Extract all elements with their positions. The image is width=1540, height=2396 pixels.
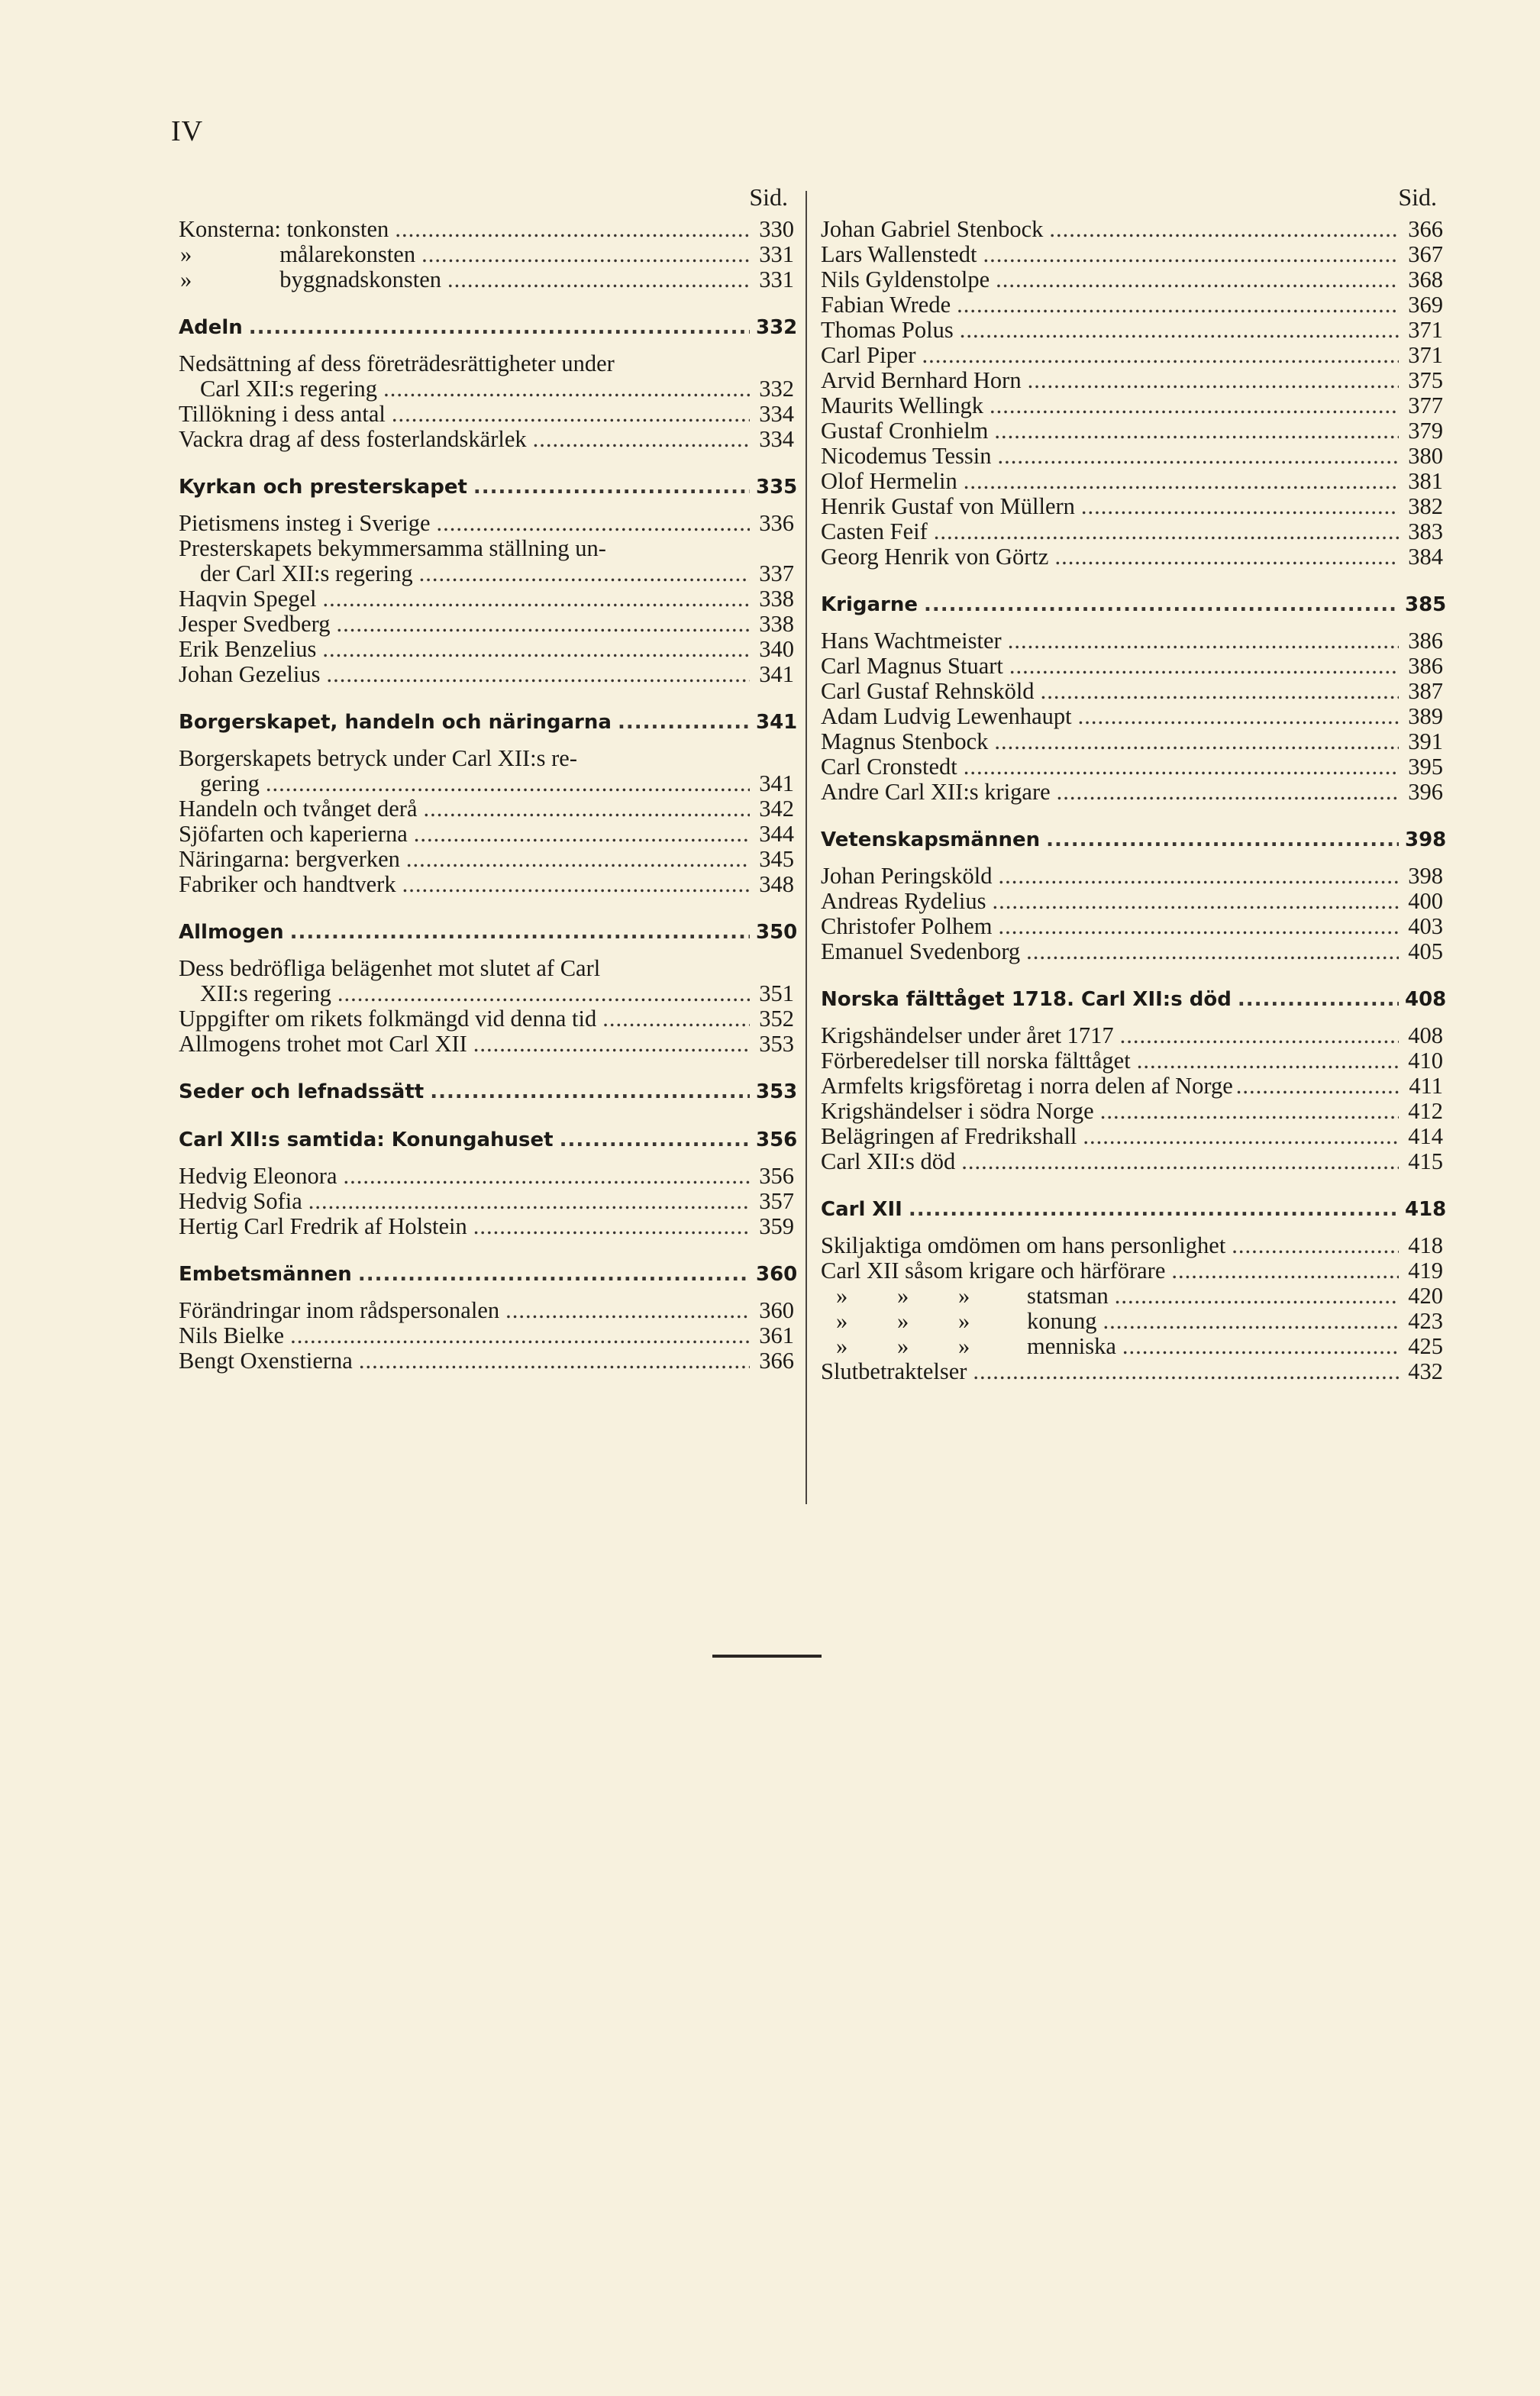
toc-entry[interactable]: Pietismens insteg i Sverige ..... 336 <box>179 511 794 536</box>
toc-entry[interactable]: Nils Gyldenstolpe ..... 368 <box>821 267 1443 292</box>
toc-entry[interactable]: Lars Wallenstedt ..... 367 <box>821 242 1443 267</box>
sid-header-left: Sid. <box>749 183 788 211</box>
toc-entry[interactable]: Konsterna: tonkonsten ..... 330 <box>179 217 794 242</box>
end-rule <box>712 1655 822 1658</box>
toc-entry[interactable]: Hedvig Sofia ..... 357 <box>179 1189 794 1214</box>
toc-entry[interactable]: Henrik Gustaf von Müllern ..... 382 <box>821 494 1443 519</box>
ditto-marks: » » » <box>836 1283 970 1309</box>
toc-entry[interactable]: Belägringen af Fredrikshall ..... 414 <box>821 1124 1443 1149</box>
toc-entry[interactable]: Andre Carl XII:s krigare ..... 396 <box>821 780 1443 805</box>
toc-entry-lead: Presterskapets bekymmersamma ställning un- <box>179 535 606 561</box>
ditto-mark: » <box>180 266 192 292</box>
toc-entry[interactable]: Slutbetraktelser ..... 432 <box>821 1359 1443 1384</box>
toc-entry[interactable]: Carl XII:s regering ..... 332 <box>179 376 794 402</box>
toc-entry[interactable]: Maurits Wellingk ..... 377 <box>821 393 1443 418</box>
toc-entry[interactable]: » målarekonsten ..... 331 <box>179 242 794 267</box>
section-heading[interactable]: Borgerskapet, handeln och näringarna ..... 341 <box>179 710 794 735</box>
toc-entry[interactable]: » » » konung ..... 423 <box>821 1309 1443 1334</box>
toc-entry[interactable]: Hertig Carl Fredrik af Holstein ..... 359 <box>179 1214 794 1239</box>
toc-entry[interactable]: Magnus Stenbock ..... 391 <box>821 729 1443 754</box>
toc-left-column <box>179 182 798 1374</box>
toc-entry[interactable]: Bengt Oxenstierna ..... 366 <box>179 1348 794 1374</box>
toc-entry[interactable]: Tillökning i dess antal ..... 334 <box>179 402 794 427</box>
toc-right-column <box>821 182 1447 1384</box>
toc-entry[interactable]: Carl Magnus Stuart ..... 386 <box>821 654 1443 679</box>
column-divider <box>806 191 807 1504</box>
section-heading[interactable]: Carl XII:s samtida: Konungahuset ..... 356 <box>179 1128 794 1153</box>
toc-entry[interactable]: Olof Hermelin ..... 381 <box>821 469 1443 494</box>
toc-entry[interactable]: Hedvig Eleonora ..... 356 <box>179 1164 794 1189</box>
toc-entry[interactable]: Carl Gustaf Rehnsköld ..... 387 <box>821 679 1443 704</box>
toc-entry[interactable]: Erik Benzelius ..... 340 <box>179 637 794 662</box>
section-heading[interactable]: Allmogen ..... 350 <box>179 920 794 945</box>
section-heading[interactable]: Krigarne ..... 385 <box>821 593 1443 618</box>
ditto-mark: » <box>180 241 192 267</box>
toc-entry[interactable]: Carl XII:s död ..... 415 <box>821 1149 1443 1174</box>
toc-entry[interactable]: » byggnadskonsten ..... 331 <box>179 267 794 292</box>
toc-entry[interactable]: Gustaf Cronhielm ..... 379 <box>821 418 1443 444</box>
toc-entry[interactable]: Emanuel Svedenborg ..... 405 <box>821 939 1443 964</box>
toc-entry[interactable]: Casten Feif ..... 383 <box>821 519 1443 544</box>
toc-entry[interactable]: Carl Piper ..... 371 <box>821 343 1443 368</box>
toc-entry[interactable]: Uppgifter om rikets folkmängd vid denna tid ..... 352 <box>179 1006 794 1032</box>
toc-entry[interactable]: Jesper Svedberg ..... 338 <box>179 612 794 637</box>
toc-entry[interactable]: Hans Wachtmeister ..... 386 <box>821 628 1443 654</box>
ditto-marks: » » » <box>836 1308 970 1334</box>
toc-entry[interactable]: Johan Peringsköld ..... 398 <box>821 864 1443 889</box>
section-heading[interactable]: Adeln ..... 332 <box>179 315 794 341</box>
toc-entry[interactable]: Fabian Wrede ..... 369 <box>821 292 1443 318</box>
toc-entry[interactable]: Fabriker och handtverk ..... 348 <box>179 872 794 897</box>
toc-entry[interactable]: Förberedelser till norska fälttåget ..... 410 <box>821 1048 1443 1074</box>
section-heading[interactable]: Kyrkan och presterskapet ..... 335 <box>179 475 794 500</box>
ditto-marks: » » » <box>836 1333 970 1359</box>
toc-entry[interactable]: Georg Henrik von Görtz ..... 384 <box>821 544 1443 570</box>
section-heading[interactable]: Carl XII ..... 418 <box>821 1197 1443 1222</box>
toc-entry[interactable]: Nils Bielke ..... 361 <box>179 1323 794 1348</box>
toc-entry-lead: Nedsättning af dess företrädesrättigheter under <box>179 350 615 376</box>
toc-entry[interactable]: gering ..... 341 <box>179 771 794 796</box>
toc-entry[interactable]: Förändringar inom rådspersonalen ..... 360 <box>179 1298 794 1323</box>
toc-entry[interactable]: Adam Ludvig Lewenhaupt ..... 389 <box>821 704 1443 729</box>
toc-entry-lead: Dess bedröfliga belägenhet mot slutet af Carl <box>179 955 601 981</box>
toc-entry[interactable]: » » » menniska ..... 425 <box>821 1334 1443 1359</box>
toc-entry[interactable]: Haqvin Spegel ..... 338 <box>179 586 794 612</box>
toc-entry[interactable]: Vackra drag af dess fosterlandskärlek ..... 334 <box>179 427 794 452</box>
toc-entry[interactable]: Skiljaktiga omdömen om hans personlighet ..... 418 <box>821 1233 1443 1258</box>
toc-entry[interactable]: Sjöfarten och kaperierna ..... 344 <box>179 822 794 847</box>
toc-entry[interactable]: » » » statsman ..... 420 <box>821 1284 1443 1309</box>
section-heading[interactable]: Seder och lefnadssätt ..... 353 <box>179 1080 794 1105</box>
section-heading[interactable]: Embetsmännen ..... 360 <box>179 1262 794 1287</box>
toc-entry[interactable]: XII:s regering ..... 351 <box>179 981 794 1006</box>
toc-entry[interactable]: Carl Cronstedt ..... 395 <box>821 754 1443 780</box>
toc-entry[interactable]: Näringarna: bergverken ..... 345 <box>179 847 794 872</box>
toc-entry[interactable]: Christofer Polhem ..... 403 <box>821 914 1443 939</box>
toc-entry[interactable]: Krigshändelser under året 1717 ..... 408 <box>821 1023 1443 1048</box>
section-heading[interactable]: Norska fälttåget 1718. Carl XII:s död ..... 408 <box>821 987 1443 1012</box>
section-heading[interactable]: Vetenskapsmännen ..... 398 <box>821 828 1443 853</box>
toc-entry[interactable]: Armfelts krigsföretag i norra delen af Norge ..... 411 <box>821 1074 1443 1099</box>
toc-entry[interactable]: Andreas Rydelius ..... 400 <box>821 889 1443 914</box>
toc-entry[interactable]: Arvid Bernhard Horn ..... 375 <box>821 368 1443 393</box>
toc-entry[interactable]: der Carl XII:s regering ..... 337 <box>179 561 794 586</box>
toc-entry-lead: Borgerskapets betryck under Carl XII:s re- <box>179 745 577 771</box>
toc-entry[interactable]: Johan Gezelius ..... 341 <box>179 662 794 687</box>
toc-entry[interactable]: Krigshändelser i södra Norge ..... 412 <box>821 1099 1443 1124</box>
toc-entry[interactable]: Carl XII såsom krigare och härförare ..... 419 <box>821 1258 1443 1284</box>
page-number: IV <box>171 115 204 147</box>
toc-entry[interactable]: Johan Gabriel Stenbock ..... 366 <box>821 217 1443 242</box>
toc-entry[interactable]: Handeln och tvånget derå ..... 342 <box>179 796 794 822</box>
toc-entry[interactable]: Nicodemus Tessin ..... 380 <box>821 444 1443 469</box>
toc-entry[interactable]: Thomas Polus ..... 371 <box>821 318 1443 343</box>
sid-header-right: Sid. <box>1398 183 1437 211</box>
toc-entry[interactable]: Allmogens trohet mot Carl XII ..... 353 <box>179 1032 794 1057</box>
